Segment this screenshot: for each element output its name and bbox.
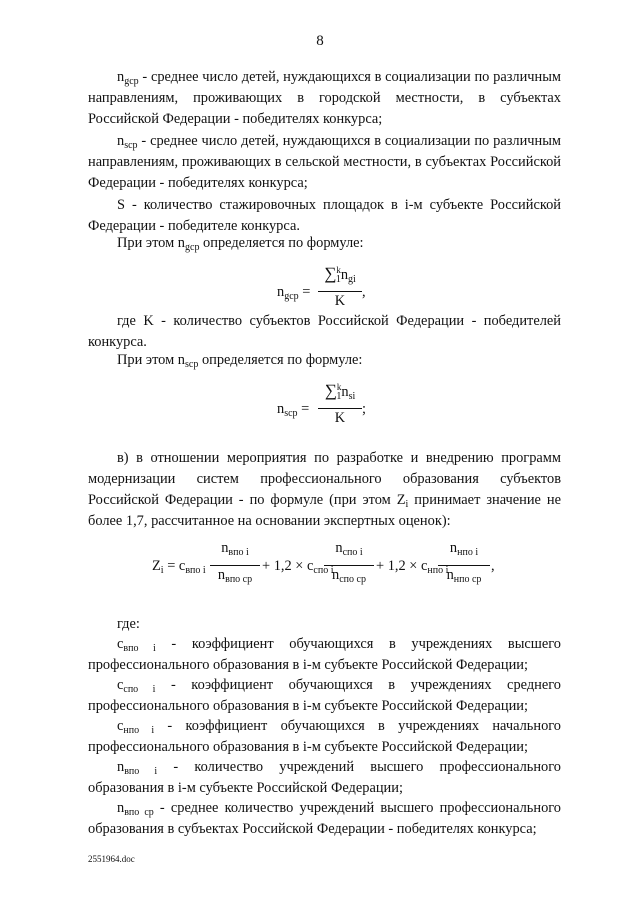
- paragraph-text: S - количество стажировочных площадок в i-м субъекте Российской Федерации - победителе конкурса.: [88, 197, 561, 234]
- fraction-bar: [318, 408, 362, 409]
- definition-text: - количество учреждений высшего профессионального образования в i-м субъекте Российской Федерации;: [88, 759, 561, 796]
- symbol: n: [117, 133, 125, 149]
- formula-numerator-2: $n_{спо i}$: [335, 540, 363, 558]
- definition-text: - коэффициент обучающихся в учреждениях начального профессионального образования в i-м субъекте Российской Федерации;: [88, 718, 561, 755]
- definition-text: - коэффициент обучающихся в учреждениях среднего профессионального образования в i-м субъекте Российской Федерации;: [88, 677, 561, 714]
- text: определяется по формуле:: [199, 235, 364, 251]
- paragraph-text: в) в отношении мероприятия по разработке и внедрению программ модернизации систем профессионального образования субъектов Российской Федерации - по формуле (при этом Z: [88, 450, 561, 508]
- formula-denominator-2: $n_{спо ср}$: [332, 567, 366, 585]
- formula-term-3: + $1,2 \times c_{нпо i}$: [376, 558, 449, 576]
- formula-term-2: + $1,2 \times c_{спо i}$: [262, 558, 334, 576]
- paragraph-ngsr: [88, 67, 561, 130]
- formula-denominator: K: [334, 293, 346, 309]
- formula-denominator-3: $n_{нпо ср}$: [446, 567, 482, 585]
- symbol-sub: впо i: [124, 766, 158, 777]
- formula-tail: ;: [362, 401, 366, 417]
- symbol: n: [177, 352, 185, 368]
- paragraph-text: - среднее число детей, нуждающихся в социализации по различным направлениям, проживающих в сельской местности, в субъектах Российской Федерации - победителях конкурса;: [88, 133, 561, 191]
- definition-c-vpo: [88, 634, 561, 676]
- formula-tail: ,: [491, 558, 495, 574]
- symbol: c: [117, 677, 124, 693]
- formula-numerator-3: $n_{нпо i}$: [449, 540, 479, 558]
- symbol: n: [117, 69, 125, 85]
- paragraph-k: [88, 311, 561, 353]
- paragraph-v: [88, 448, 561, 532]
- symbol: n: [177, 235, 185, 251]
- definition-n-vpo-sr: [88, 798, 561, 840]
- text: При этом: [117, 235, 178, 251]
- symbol: c: [117, 636, 124, 652]
- symbol: c: [117, 718, 124, 734]
- formula-numerator: $\sum^k_1n_{gi}$: [324, 264, 356, 285]
- formula-numerator-1: $n_{впо i}$: [221, 540, 249, 558]
- symbol-sub: спо i: [123, 684, 156, 695]
- definition-c-npo: [88, 716, 561, 758]
- symbol-sub: нпо i: [123, 725, 155, 736]
- definition-c-spo: [88, 675, 561, 717]
- fraction-bar: [210, 565, 260, 566]
- paragraph-formula-intro-2: [88, 350, 561, 371]
- paragraph-text: - среднее число детей, нуждающихся в социализации по различным направлениям, проживающих в городской местности, в субъектах Российской Федерации - победителях конкурса;: [88, 69, 561, 127]
- paragraph-text: принимает значение не более 1,7, рассчитанное на основании экспертных оценок):: [88, 492, 561, 529]
- formula-denominator: K: [334, 410, 346, 426]
- paragraph-s: [88, 195, 561, 237]
- symbol-sub: впо i: [123, 643, 156, 654]
- page-number: 8: [316, 33, 324, 49]
- formula-tail: ,: [362, 284, 366, 300]
- definition-n-vpo: [88, 757, 561, 799]
- definition-text: - среднее количество учреждений высшего профессионального образования в субъектах Российской Федерации - победителях конкурса;: [88, 800, 562, 837]
- text: определяется по формуле:: [198, 352, 363, 368]
- paragraph-nssr: [88, 131, 561, 194]
- symbol-sub: gср: [185, 242, 200, 253]
- paragraph-text: где K - количество субъектов Российской Федерации - победителей конкурса.: [88, 313, 561, 350]
- symbol-sub: gср: [124, 76, 139, 87]
- paragraph-formula-intro-1: [88, 233, 561, 254]
- document-footer: 2551964.doc: [88, 854, 135, 864]
- symbol: n: [117, 759, 125, 775]
- formula-lhs: $n_{sср}$ =: [277, 401, 310, 419]
- fraction-bar: [324, 565, 374, 566]
- symbol-sub: i: [405, 499, 409, 510]
- formula-numerator: $\sum^k_1n_{si}$: [324, 381, 356, 402]
- symbol-sub: впо ср: [124, 807, 154, 818]
- text: При этом: [117, 352, 178, 368]
- paragraph-text: где:: [117, 616, 140, 632]
- definition-text: - коэффициент обучающихся в учреждениях высшего профессионального образования в i-м субъекте Российской Федерации;: [88, 636, 561, 673]
- symbol-sub: sср: [185, 359, 199, 370]
- fraction-bar: [438, 565, 490, 566]
- symbol-sub: sср: [124, 140, 138, 151]
- formula-lhs: $n_{gср}$ =: [277, 284, 311, 302]
- formula-lhs: $Z_i = c_{впо i}$: [152, 558, 206, 576]
- symbol: n: [117, 800, 125, 816]
- formula-denominator-1: $n_{впо ср}$: [217, 567, 253, 585]
- paragraph-where: [88, 614, 561, 635]
- fraction-bar: [318, 291, 362, 292]
